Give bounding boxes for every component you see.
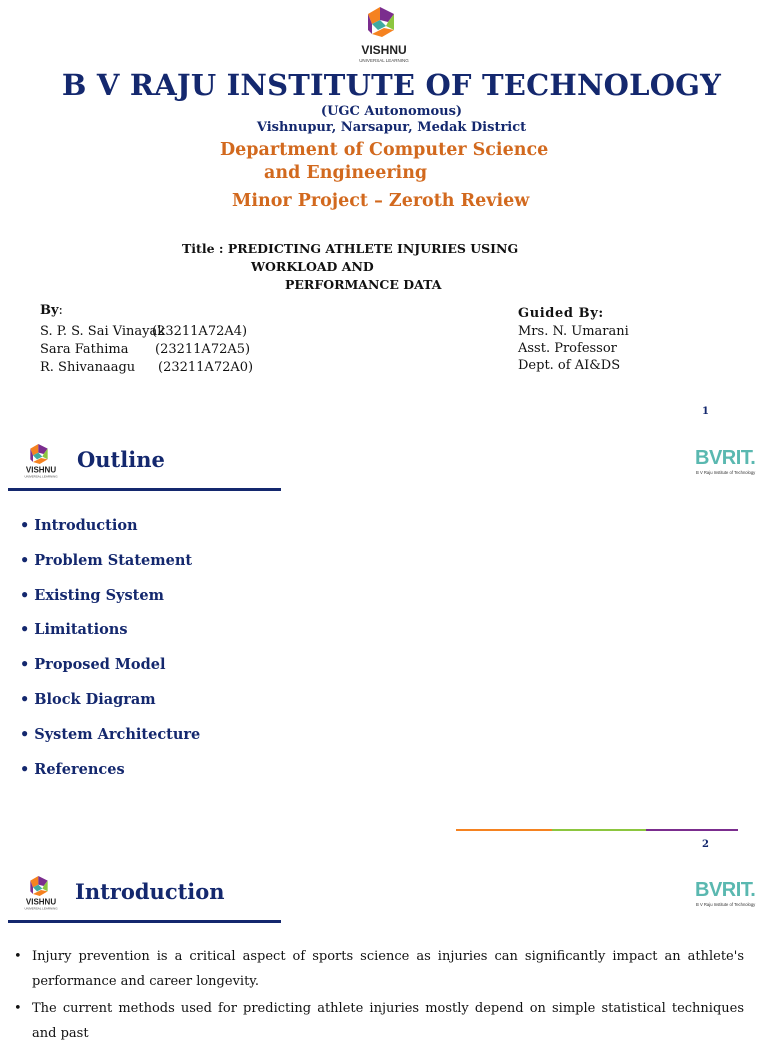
institute-address: Vishnupur, Narsapur, Medak District <box>256 120 527 135</box>
svg-text:VISHNU: VISHNU <box>25 465 57 475</box>
intro-bullet: • Injury prevention is a critical aspect of sports science as injuries can significantly impact an athlete's performance and career longevity. <box>14 949 744 989</box>
student-name: Sara Fathima <box>40 342 129 357</box>
student-row <box>40 342 251 357</box>
outline-item: • System Architecture <box>20 726 201 743</box>
bvrit-wordmark: BVRIT. <box>695 447 756 469</box>
bvrit-tagline: B V Raju Institute of Technology <box>696 470 756 475</box>
guide-name: Mrs. N. Umarani <box>518 324 629 339</box>
svg-text:BVRIT.: BVRIT. <box>695 879 756 901</box>
department-line-1: Department of Computer Science <box>220 140 549 160</box>
guide-department: Dept. of AI&DS <box>518 358 621 373</box>
project-title-line-3: PERFORMANCE DATA <box>285 277 442 292</box>
vishnu-logo <box>350 4 418 64</box>
svg-text:VISHNU: VISHNU <box>25 897 57 907</box>
student-roll: (23211A72A4) <box>152 324 248 339</box>
institute-name: B V RAJU INSTITUTE OF TECHNOLOGY <box>61 68 722 102</box>
vishnu-logo <box>18 442 64 478</box>
title-underline <box>8 920 281 923</box>
outline-item: • Limitations <box>20 621 128 638</box>
svg-text:UNIVERSAL LEARNING: UNIVERSAL LEARNING <box>24 474 58 478</box>
footer-bar-green <box>552 829 646 831</box>
student-roll: (23211A72A0) <box>158 360 254 375</box>
bvrit-logo <box>694 442 756 478</box>
outline-item: • Existing System <box>20 587 164 604</box>
outline-item: • References <box>20 761 125 778</box>
department-line-2: and Engineering <box>264 163 428 183</box>
page-number: 1 <box>702 406 709 417</box>
vishnu-wordmark: VISHNU <box>361 43 407 57</box>
guided-by-label: Guided By: <box>518 306 604 321</box>
vishnu-logo <box>18 874 64 910</box>
svg-text:UNIVERSAL LEARNING: UNIVERSAL LEARNING <box>24 906 58 910</box>
page-number: 2 <box>702 839 709 850</box>
intro-bullet: • The current methods used for predicting athlete injuries mostly depend on simple statistical techniques and past <box>14 1001 744 1041</box>
footer-bar-purple <box>646 829 738 831</box>
slide-title: Outline <box>77 447 165 472</box>
title-underline <box>8 488 281 491</box>
student-name: S. P. S. Sai Vinayak <box>40 324 166 339</box>
project-title-line-1: Title : PREDICTING ATHLETE INJURIES USING <box>182 241 519 256</box>
student-name: R. Shivanaagu <box>40 360 136 375</box>
project-title-line-2: WORKLOAD AND <box>251 259 374 274</box>
by-label: By: <box>40 303 63 318</box>
guide-designation: Asst. Professor <box>518 341 617 356</box>
student-row <box>40 360 254 375</box>
outline-item: • Introduction <box>20 517 138 534</box>
svg-text:B V Raju Institute of Technolo: B V Raju Institute of Technology <box>696 902 756 907</box>
outline-item: • Block Diagram <box>20 691 156 708</box>
vishnu-tagline: UNIVERSAL LEARNING <box>359 58 409 63</box>
bvrit-logo <box>694 874 756 910</box>
autonomous-status: (UGC Autonomous) <box>320 104 463 119</box>
slide-title: Introduction <box>75 879 225 904</box>
student-row <box>40 324 248 339</box>
student-roll: (23211A72A5) <box>155 342 251 357</box>
review-title: Minor Project – Zeroth Review <box>232 191 530 211</box>
outline-item: • Problem Statement <box>20 552 193 569</box>
footer-bar-orange <box>456 829 552 831</box>
outline-item: • Proposed Model <box>20 656 166 673</box>
